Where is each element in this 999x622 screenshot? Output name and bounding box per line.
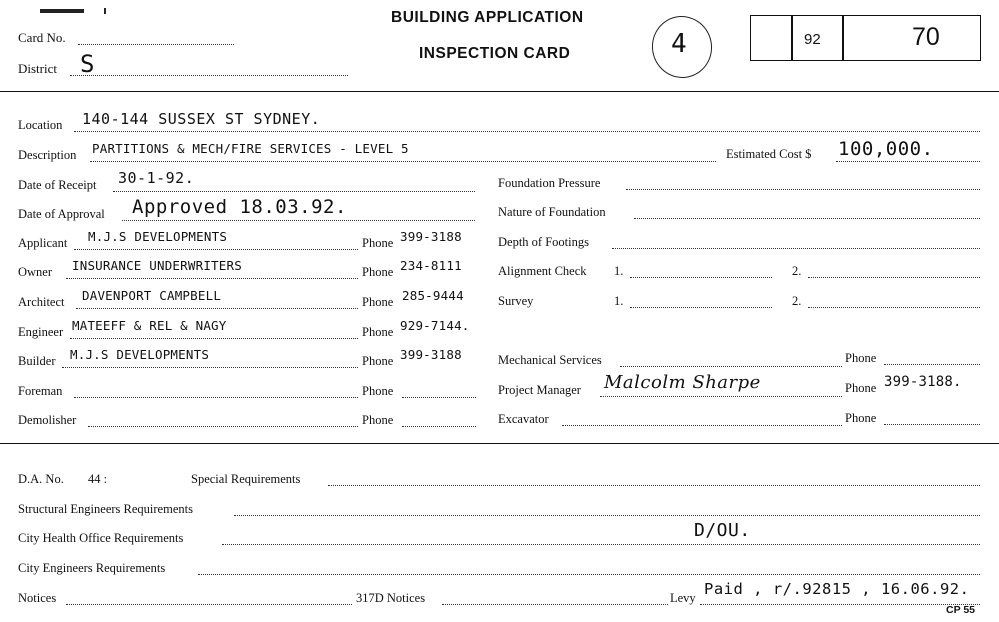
architect-label: Architect (18, 295, 65, 309)
owner-label: Owner (18, 265, 53, 279)
form-code: CP 55 (946, 604, 975, 616)
estimated-cost-label: Estimated Cost $ (726, 147, 812, 161)
title-line2: INSPECTION CARD (419, 45, 571, 62)
nature-of-foundation-label: Nature of Foundation (498, 205, 606, 219)
number-box-value: 70 (912, 23, 940, 51)
mechanical-services-phone-line (884, 364, 980, 365)
special-requirements-line (328, 485, 980, 486)
section-rule (0, 443, 999, 444)
date-of-receipt-line (113, 191, 475, 192)
architect-phone-label: Phone (362, 295, 394, 309)
date-of-receipt-value: 30-1-92. (118, 169, 195, 187)
foreman-label: Foreman (18, 384, 63, 398)
description-line (90, 161, 716, 162)
builder-label: Builder (18, 354, 56, 368)
box-divider-1 (791, 15, 793, 61)
city-health-value: D/OU. (694, 520, 751, 541)
survey-2-label: 2. (792, 294, 802, 308)
mechanical-services-label: Mechanical Services (498, 353, 602, 367)
alignment-check-label: Alignment Check (498, 264, 587, 278)
architect-value: DAVENPORT CAMPBELL (82, 288, 222, 303)
city-health-line (222, 544, 980, 545)
owner-line (66, 278, 358, 279)
applicant-phone-value: 399-3188 (400, 229, 462, 244)
tick-mark (104, 8, 106, 14)
project-manager-value: Malcolm Sharpe (604, 372, 761, 393)
nature-of-foundation-line (634, 218, 980, 219)
location-line (74, 131, 980, 132)
notices-317d-label: 317D Notices (356, 591, 426, 605)
demolisher-phone-line (402, 426, 476, 427)
foreman-line (74, 397, 358, 398)
mechanical-services-line (620, 366, 842, 367)
location-label: Location (18, 118, 63, 132)
date-of-approval-value: Approved 18.03.92. (132, 196, 347, 218)
structural-engineers-label: Structural Engineers Requirements (18, 502, 193, 516)
alignment-check-2-label: 2. (792, 264, 802, 278)
date-of-approval-label: Date of Approval (18, 207, 105, 221)
card-no-label: Card No. (18, 30, 66, 45)
special-requirements-label: Special Requirements (191, 472, 301, 486)
levy-line (700, 604, 980, 605)
engineer-phone-value: 929-7144. (400, 318, 470, 333)
description-value: PARTITIONS & MECH/FIRE SERVICES - LEVEL 5 (92, 141, 409, 156)
levy-value: Paid , r/.92815 , 16.06.92. (704, 580, 970, 598)
engineer-value: MATEEFF & REL & NAGY (72, 318, 227, 333)
owner-phone-label: Phone (362, 265, 394, 279)
builder-value: M.J.S DEVELOPMENTS (70, 347, 210, 362)
mechanical-services-phone-label: Phone (845, 351, 877, 365)
excavator-label: Excavator (498, 412, 549, 426)
header-rule (0, 91, 999, 92)
project-manager-phone-value: 399-3188. (884, 374, 962, 390)
architect-phone-value: 285-9444 (402, 288, 464, 303)
survey-label: Survey (498, 294, 534, 308)
engineer-phone-label: Phone (362, 325, 394, 339)
project-manager-phone-label: Phone (845, 381, 877, 395)
project-manager-line (600, 396, 842, 397)
builder-phone-value: 399-3188 (400, 347, 462, 362)
card-number-box (750, 15, 981, 61)
applicant-phone-label: Phone (362, 236, 394, 250)
excavator-phone-label: Phone (845, 411, 877, 425)
district-label: District (18, 61, 57, 76)
alignment-check-2-line (808, 277, 980, 278)
foundation-pressure-label: Foundation Pressure (498, 176, 601, 190)
circled-mark-value: 4 (671, 29, 688, 59)
depth-of-footings-label: Depth of Footings (498, 235, 589, 249)
owner-value: INSURANCE UNDERWRITERS (72, 258, 242, 273)
estimated-cost-value: 100,000. (838, 138, 934, 160)
builder-phone-label: Phone (362, 354, 394, 368)
applicant-label: Applicant (18, 236, 68, 250)
date-of-approval-line (122, 220, 475, 221)
engineer-label: Engineer (18, 325, 64, 339)
location-value: 140-144 SUSSEX ST SYDNEY. (82, 110, 321, 128)
alignment-check-1-label: 1. (614, 264, 624, 278)
notices-317d-line (442, 604, 668, 605)
da-no-value: 44 : (88, 472, 108, 486)
foreman-phone-label: Phone (362, 384, 394, 398)
description-label: Description (18, 148, 77, 162)
alignment-check-1-line (630, 277, 772, 278)
survey-1-label: 1. (614, 294, 624, 308)
year-box-value: 92 (804, 31, 821, 48)
applicant-value: M.J.S DEVELOPMENTS (88, 229, 228, 244)
da-no-label: D.A. No. (18, 472, 64, 486)
city-health-label: City Health Office Requirements (18, 531, 184, 545)
builder-line (62, 367, 358, 368)
notices-line (66, 604, 352, 605)
project-manager-label: Project Manager (498, 383, 581, 397)
title-line1: BUILDING APPLICATION (391, 9, 584, 26)
demolisher-line (88, 426, 358, 427)
demolisher-phone-label: Phone (362, 413, 394, 427)
levy-label: Levy (670, 591, 696, 605)
city-engineers-label: City Engineers Requirements (18, 561, 166, 575)
foundation-pressure-line (626, 189, 980, 190)
notices-label: Notices (18, 591, 57, 605)
demolisher-label: Demolisher (18, 413, 77, 427)
city-engineers-line (198, 574, 980, 575)
depth-of-footings-line (612, 248, 980, 249)
district-value: S (80, 50, 95, 78)
scribble-mark (40, 9, 84, 13)
box-divider-2 (842, 15, 844, 61)
district-field (70, 75, 348, 76)
excavator-line (562, 425, 842, 426)
estimated-cost-line (836, 161, 980, 162)
date-of-receipt-label: Date of Receipt (18, 178, 97, 192)
engineer-line (70, 338, 358, 339)
foreman-phone-line (402, 397, 476, 398)
card-no-field (78, 44, 234, 45)
survey-2-line (808, 307, 980, 308)
survey-1-line (630, 307, 772, 308)
structural-engineers-line (234, 515, 980, 516)
architect-line (76, 308, 358, 309)
excavator-phone-line (884, 424, 980, 425)
owner-phone-value: 234-8111 (400, 258, 462, 273)
applicant-line (74, 249, 358, 250)
